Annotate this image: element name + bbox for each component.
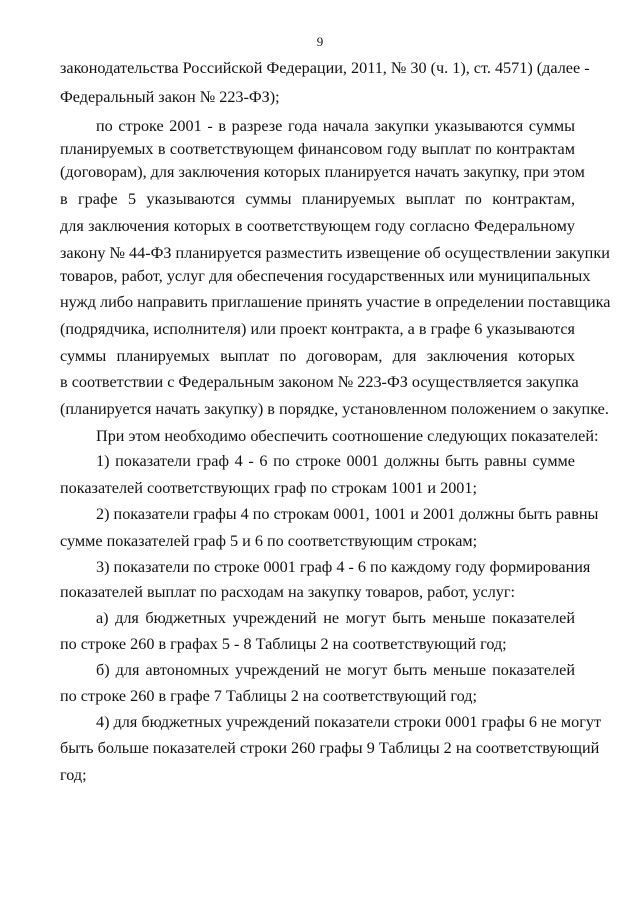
text-line: быть больше показателей строки 260 графы 9 Таблицы 2 на соответствующий (60, 739, 600, 757)
text-line: сумме показателей граф 5 и 6 по соответствующим строкам; (60, 532, 478, 550)
text-line: а) для бюджетных учреждений не могут быть меньше показателей (96, 609, 575, 627)
text-line: закону № 44-ФЗ планируется разместить извещение об осуществлении закупки (60, 244, 610, 262)
text-line: При этом необходимо обеспечить соотношение следующих показателей: (96, 427, 599, 445)
text-line: для заключения которых в соответствующем году согласно Федеральному (60, 217, 575, 235)
text-line: Федеральный закон № 223-ФЗ); (60, 88, 280, 106)
page-number: 9 (316, 34, 324, 49)
text-line: 2) показатели графы 4 по строкам 0001, 1001 и 2001 должны быть равны (96, 505, 599, 523)
text-line: (планируется начать закупку) в порядке, установленном положением о закупке. (60, 400, 609, 418)
text-line: год; (60, 766, 87, 784)
text-line: по строке 260 в графах 5 - 8 Таблицы 2 на соответствующий год; (60, 635, 507, 653)
text-line: показателей соответствующих граф по строкам 1001 и 2001; (60, 479, 477, 497)
text-line: б) для автономных учреждений не могут быть меньше показателей (96, 661, 575, 679)
text-line: по строке 260 в графе 7 Таблицы 2 на соответствующий год; (60, 687, 478, 705)
text-line: по строке 2001 - в разрезе года начала закупки указываются суммы (96, 117, 575, 135)
text-line: законодательства Российской Федерации, 2011, № 30 (ч. 1), ст. 4571) (далее - (60, 59, 590, 77)
text-line: товаров, работ, услуг для обеспечения государственных или муниципальных (60, 267, 591, 285)
text-line: (подрядчика, исполнителя) или проект контракта, а в графе 6 указываются (60, 320, 575, 338)
text-line: нужд либо направить приглашение принять участие в определении поставщика (60, 293, 611, 311)
text-line: 4) для бюджетных учреждений показатели строки 0001 графы 6 не могут (96, 713, 602, 731)
text-line: суммы планируемых выплат по договорам, для заключения которых (60, 347, 575, 365)
text-line: планируемых в соответствующем финансовом году выплат по контрактам (60, 140, 575, 158)
text-line: в соответствии с Федеральным законом № 223-ФЗ осуществляется закупка (60, 373, 579, 391)
text-line: 1) показатели граф 4 - 6 по строке 0001 должны быть равны сумме (96, 452, 575, 470)
text-line: 3) показатели по строке 0001 граф 4 - 6 по каждому году формирования (96, 558, 591, 576)
text-line: в графе 5 указываются суммы планируемых выплат по контрактам, (60, 190, 575, 208)
text-line: (договорам), для заключения которых планируется начать закупку, при этом (60, 163, 585, 181)
text-line: показателей выплат по расходам на закупку товаров, работ, услуг: (60, 583, 516, 601)
